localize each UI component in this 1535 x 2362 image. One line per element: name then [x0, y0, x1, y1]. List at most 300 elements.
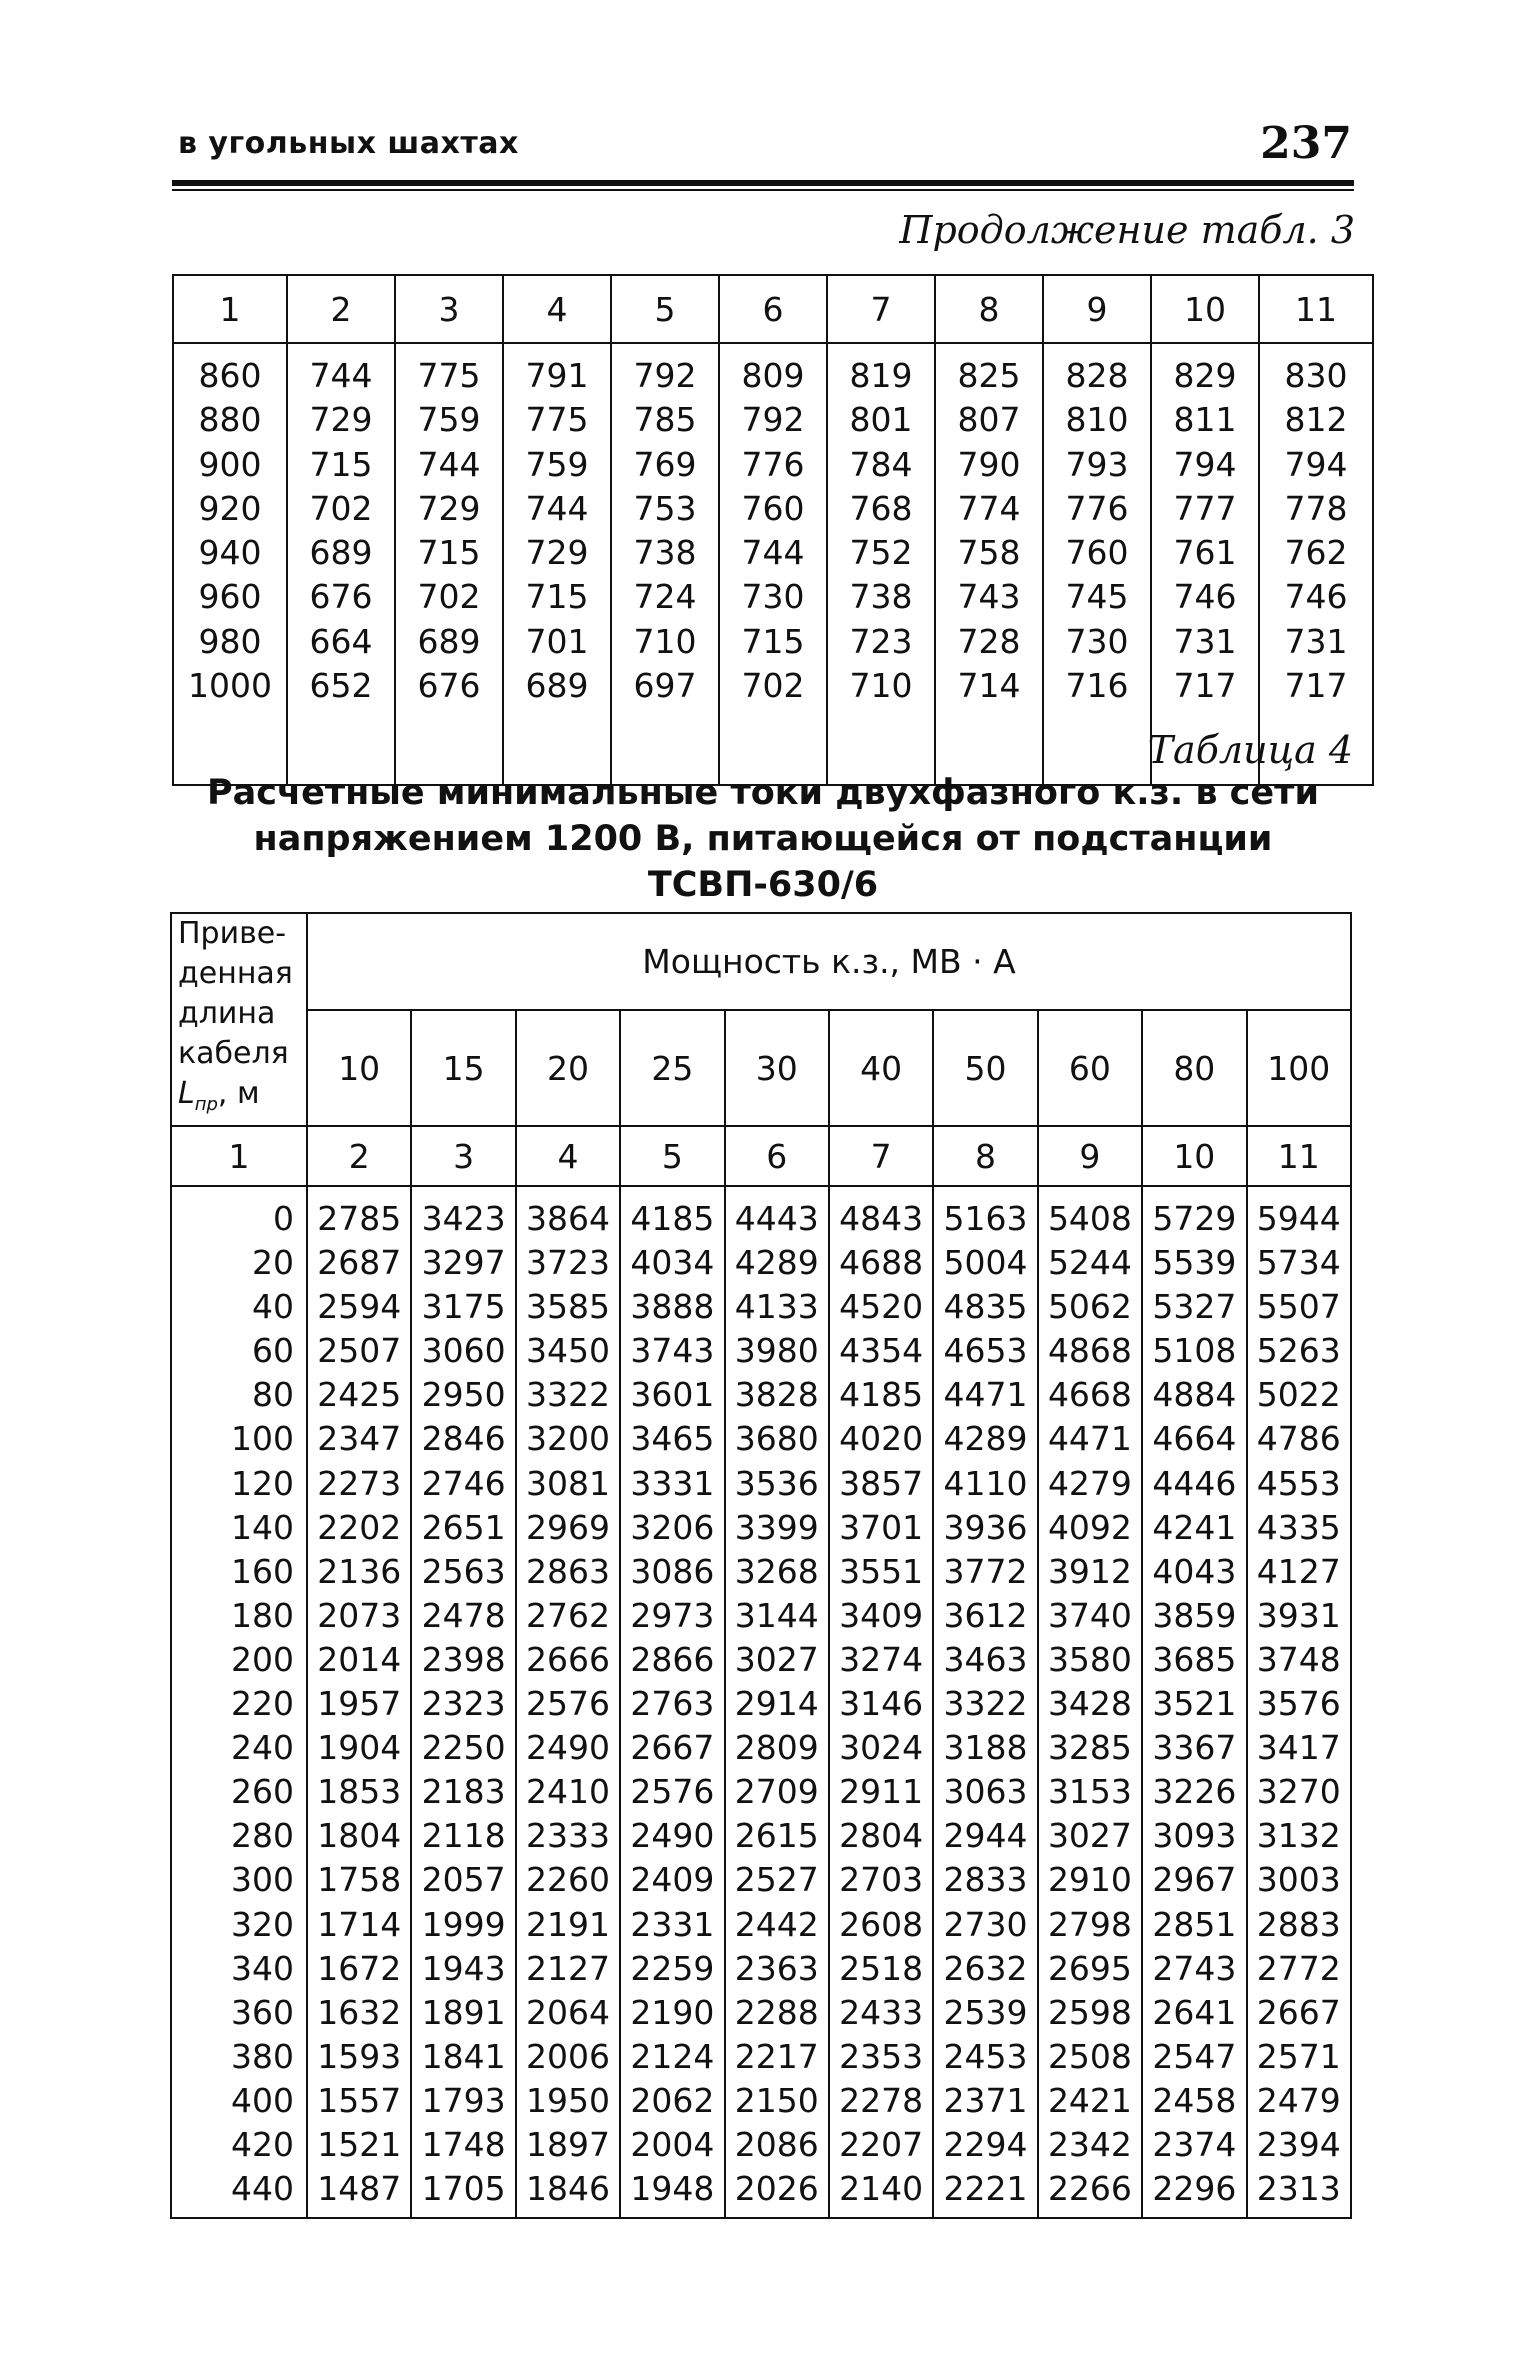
table-cell: 812 [1284, 400, 1348, 440]
table-cell: 2490 [525, 1728, 610, 1768]
table-cell: 1846 [525, 2169, 610, 2209]
column-number: 9 [1038, 1126, 1142, 1186]
table-cell: 2666 [525, 1639, 610, 1679]
table-cell: 729 [417, 488, 481, 528]
table-cell: 2191 [525, 1904, 610, 1944]
table-cell: 4835 [943, 1287, 1028, 1327]
table-cell: 2563 [421, 1551, 506, 1591]
table-cell: 744 [309, 356, 373, 395]
table4-column [1038, 1186, 1142, 2218]
table-cell: 4043 [1152, 1551, 1237, 1591]
table-cell: 4868 [1047, 1331, 1132, 1371]
table-cell: 829 [1173, 356, 1237, 395]
table-cell: 5062 [1047, 1287, 1132, 1327]
table-cell: 729 [525, 533, 589, 573]
table-cell: 2703 [839, 1860, 924, 1900]
table-cell: 2374 [1152, 2124, 1237, 2164]
table-cell: 792 [633, 356, 697, 395]
table-cell: 3740 [1047, 1595, 1132, 1635]
table-cell: 702 [741, 666, 805, 706]
table3-caption: Продолжение табл. 3 [899, 208, 1355, 252]
table-cell: 769 [633, 444, 697, 484]
column-number: 2 [307, 1126, 411, 1186]
stub-header-line: кабеля [178, 1036, 289, 1071]
table-cell: 689 [525, 666, 589, 706]
table-cell: 2458 [1152, 2080, 1237, 2120]
table-cell: 743 [957, 577, 1021, 617]
table-cell: 2743 [1152, 1948, 1237, 1988]
table-cell: 5729 [1152, 1199, 1237, 1238]
table-cell: 3723 [525, 1243, 610, 1283]
table-cell: 2394 [1256, 2124, 1341, 2164]
column-number: 1 [173, 275, 287, 343]
table-cell: 4289 [943, 1419, 1028, 1459]
table-cell: 4884 [1152, 1375, 1237, 1415]
table-cell: 120 [231, 1463, 294, 1503]
table-cell: 664 [309, 621, 373, 661]
table3 [172, 274, 1374, 786]
table-cell: 1999 [421, 1904, 506, 1944]
table-cell: 2914 [734, 1684, 819, 1724]
table-cell: 1705 [421, 2169, 506, 2209]
table-cell: 2967 [1152, 1860, 1237, 1900]
power-value: 30 [725, 1010, 829, 1126]
table-cell: 676 [309, 577, 373, 617]
table-cell: 4289 [734, 1243, 819, 1283]
table-cell: 2651 [421, 1507, 506, 1547]
table-cell: 360 [231, 1992, 294, 2032]
table3-column [719, 343, 827, 785]
table-cell: 2527 [734, 1860, 819, 1900]
table-cell: 20 [252, 1243, 294, 1283]
table-cell: 3685 [1152, 1639, 1237, 1679]
table3-column [395, 343, 503, 785]
table-cell: 4664 [1152, 1419, 1237, 1459]
column-number: 9 [1043, 275, 1151, 343]
table-cell: 3612 [943, 1595, 1028, 1635]
table-cell: 980 [198, 621, 262, 661]
table-cell: 180 [231, 1595, 294, 1635]
table-cell: 710 [849, 666, 913, 706]
table-cell: 4185 [630, 1199, 715, 1238]
table-cell: 0 [273, 1199, 294, 1238]
column-number: 5 [620, 1126, 724, 1186]
table-cell: 2667 [1256, 1992, 1341, 2032]
table-cell: 2547 [1152, 2036, 1237, 2076]
table-cell: 960 [198, 577, 262, 617]
table-cell: 2911 [839, 1772, 924, 1812]
table-cell: 746 [1173, 577, 1237, 617]
table-cell: 728 [957, 621, 1021, 661]
table-cell: 828 [1065, 356, 1129, 395]
table3-column [287, 343, 395, 785]
table-cell: 3146 [839, 1684, 924, 1724]
table-cell: 1748 [421, 2124, 506, 2164]
table-cell: 2057 [421, 1860, 506, 1900]
table-cell: 200 [231, 1639, 294, 1679]
length-symbol: L [178, 1076, 195, 1111]
table-cell: 3409 [839, 1595, 924, 1635]
table-cell: 3206 [630, 1507, 715, 1547]
stub-header [171, 913, 307, 1126]
table-cell: 2313 [1256, 2169, 1341, 2209]
table4-title [172, 770, 1354, 908]
table-cell: 2508 [1047, 2036, 1132, 2076]
table-cell: 2615 [734, 1816, 819, 1856]
column-number: 11 [1259, 275, 1373, 343]
table-cell: 4020 [839, 1419, 924, 1459]
table-cell: 3748 [1256, 1639, 1341, 1679]
table-cell: 3331 [630, 1463, 715, 1503]
table-cell: 790 [957, 444, 1021, 484]
stub-header-symbol-line [178, 1074, 306, 1125]
table-cell: 2273 [317, 1463, 402, 1503]
table-cell: 2571 [1256, 2036, 1341, 2076]
table-cell: 3463 [943, 1639, 1028, 1679]
table-cell: 761 [1173, 533, 1237, 573]
table3-column [1043, 343, 1151, 785]
table-cell: 2323 [421, 1684, 506, 1724]
table-cell: 2598 [1047, 1992, 1132, 2032]
table-cell: 2127 [525, 1948, 610, 1988]
table-cell: 3132 [1256, 1816, 1341, 1856]
stub-header-line: Приве- [178, 916, 287, 951]
table-cell: 2124 [630, 2036, 715, 2076]
table3-column [611, 343, 719, 785]
table-cell: 3081 [525, 1463, 610, 1503]
table-cell: 2507 [317, 1331, 402, 1371]
power-value: 25 [620, 1010, 724, 1126]
column-number: 1 [171, 1126, 307, 1186]
power-value: 80 [1142, 1010, 1246, 1126]
table-cell: 3153 [1047, 1772, 1132, 1812]
table-cell: 3200 [525, 1419, 610, 1459]
table-cell: 4241 [1152, 1507, 1237, 1547]
column-number: 11 [1247, 1126, 1351, 1186]
table-cell: 5944 [1256, 1199, 1341, 1238]
table-cell: 2442 [734, 1904, 819, 1944]
table-cell: 3864 [525, 1199, 610, 1238]
table3-column-numbers [173, 275, 1373, 343]
table-cell: 777 [1173, 488, 1237, 528]
header-rule-thin [172, 189, 1354, 191]
table-cell: 380 [231, 2036, 294, 2076]
column-number: 4 [516, 1126, 620, 1186]
power-value: 60 [1038, 1010, 1142, 1126]
table-cell: 3024 [839, 1728, 924, 1768]
table-cell: 793 [1065, 444, 1129, 484]
table-cell: 3521 [1152, 1684, 1237, 1724]
table-cell: 794 [1173, 444, 1237, 484]
length-unit: , м [217, 1076, 260, 1111]
table-cell: 60 [252, 1331, 294, 1371]
column-number: 3 [411, 1126, 515, 1186]
table-cell: 3576 [1256, 1684, 1341, 1724]
table-cell: 3322 [943, 1684, 1028, 1724]
table-cell: 2140 [839, 2169, 924, 2209]
table-cell: 792 [741, 400, 805, 440]
table-cell: 2632 [943, 1948, 1028, 1988]
table-cell: 440 [231, 2169, 294, 2209]
table-cell: 3060 [421, 1331, 506, 1371]
table-cell: 776 [1065, 488, 1129, 528]
table4-column [933, 1186, 1037, 2218]
table-cell: 2539 [943, 1992, 1028, 2032]
table-cell: 2064 [525, 1992, 610, 2032]
table-cell: 2266 [1047, 2169, 1132, 2209]
power-value: 10 [307, 1010, 411, 1126]
table-cell: 880 [198, 400, 262, 440]
table-cell: 2062 [630, 2080, 715, 2120]
table-cell: 825 [957, 356, 1021, 395]
table-cell: 5327 [1152, 1287, 1237, 1327]
table-cell: 775 [525, 400, 589, 440]
table-cell: 760 [741, 488, 805, 528]
power-value: 100 [1247, 1010, 1351, 1126]
table-cell: 5022 [1256, 1375, 1341, 1415]
table-cell: 723 [849, 621, 913, 661]
table-cell: 2804 [839, 1816, 924, 1856]
table4-column [1247, 1186, 1351, 2218]
column-number: 7 [829, 1126, 933, 1186]
table-cell: 2014 [317, 1639, 402, 1679]
table-cell: 140 [231, 1507, 294, 1547]
table4 [170, 912, 1352, 2219]
table-cell: 1943 [421, 1948, 506, 1988]
table-cell: 3417 [1256, 1728, 1341, 1768]
table-cell: 3601 [630, 1375, 715, 1415]
table3-column [1151, 343, 1259, 785]
table-cell: 2608 [839, 1904, 924, 1944]
table-cell: 809 [741, 356, 805, 395]
table-cell: 2798 [1047, 1904, 1132, 1944]
table-cell: 4520 [839, 1287, 924, 1327]
running-title: в угольных шахтах [178, 126, 519, 161]
table-cell: 2288 [734, 1992, 819, 2032]
table-cell: 2296 [1152, 2169, 1237, 2209]
table-cell: 220 [231, 1684, 294, 1724]
table-cell: 420 [231, 2124, 294, 2164]
table-cell: 1593 [317, 2036, 402, 2076]
table-cell: 807 [957, 400, 1021, 440]
table-cell: 3003 [1256, 1860, 1341, 1900]
table-cell: 5263 [1256, 1331, 1341, 1371]
table-cell: 753 [633, 488, 697, 528]
table-cell: 1957 [317, 1684, 402, 1724]
table-cell: 3268 [734, 1551, 819, 1591]
table-cell: 2809 [734, 1728, 819, 1768]
table-cell: 4443 [734, 1199, 819, 1238]
table4-column [829, 1186, 933, 2218]
table-cell: 280 [231, 1816, 294, 1856]
table-cell: 784 [849, 444, 913, 484]
table4-title-line: напряжением 1200 В, питающейся от подстанции [253, 819, 1273, 859]
table-cell: 2910 [1047, 1860, 1132, 1900]
table-cell: 5408 [1047, 1199, 1132, 1238]
table-cell: 1904 [317, 1728, 402, 1768]
table-cell: 768 [849, 488, 913, 528]
table-cell: 40 [252, 1287, 294, 1327]
stub-header-line: денная [178, 956, 293, 991]
table-cell: 2221 [943, 2169, 1028, 2209]
table4-title-line: ТСВП-630/6 [647, 865, 879, 905]
table-cell: 1950 [525, 2080, 610, 2120]
table-cell: 2217 [734, 2036, 819, 2076]
column-number: 10 [1142, 1126, 1246, 1186]
table-cell: 701 [525, 621, 589, 661]
table-cell: 1853 [317, 1772, 402, 1812]
table-cell: 3367 [1152, 1728, 1237, 1768]
table-cell: 2073 [317, 1595, 402, 1635]
table-cell: 2207 [839, 2124, 924, 2164]
page-number: 237 [1260, 118, 1352, 169]
power-value: 40 [829, 1010, 933, 1126]
table-cell: 3580 [1047, 1639, 1132, 1679]
table-cell: 2950 [421, 1375, 506, 1415]
table-cell: 810 [1065, 400, 1129, 440]
table-cell: 4133 [734, 1287, 819, 1327]
table-cell: 4354 [839, 1331, 924, 1371]
table-cell: 2202 [317, 1507, 402, 1547]
table3-column [173, 343, 287, 785]
table-cell: 5108 [1152, 1331, 1237, 1371]
table-cell: 2259 [630, 1948, 715, 1988]
table-cell: 3828 [734, 1375, 819, 1415]
table-cell: 830 [1284, 356, 1348, 395]
table-cell: 3093 [1152, 1816, 1237, 1856]
table-cell: 2250 [421, 1728, 506, 1768]
table-cell: 5507 [1256, 1287, 1341, 1327]
table-cell: 2667 [630, 1728, 715, 1768]
table-cell: 3680 [734, 1419, 819, 1459]
table-cell: 240 [231, 1728, 294, 1768]
table-cell: 744 [741, 533, 805, 573]
table-cell: 4446 [1152, 1463, 1237, 1503]
table-cell: 1841 [421, 2036, 506, 2076]
table-cell: 920 [198, 488, 262, 528]
table-cell: 2969 [525, 1507, 610, 1547]
table-cell: 738 [633, 533, 697, 573]
header-rule [172, 180, 1354, 186]
table-cell: 3931 [1256, 1595, 1341, 1635]
table-cell: 3859 [1152, 1595, 1237, 1635]
table-cell: 2333 [525, 1816, 610, 1856]
table-cell: 3428 [1047, 1684, 1132, 1724]
table-cell: 2478 [421, 1595, 506, 1635]
table4-column [307, 1186, 411, 2218]
table-cell: 3188 [943, 1728, 1028, 1768]
table-cell: 3144 [734, 1595, 819, 1635]
table-cell: 2641 [1152, 1992, 1237, 2032]
table-cell: 794 [1284, 444, 1348, 484]
column-number: 8 [935, 275, 1043, 343]
table-cell: 400 [231, 2080, 294, 2120]
table4-title-line: Расчетные минимальные токи двухфазного к.з. в сети [207, 773, 1319, 813]
table-cell: 2772 [1256, 1948, 1341, 1988]
table-cell: 5244 [1047, 1243, 1132, 1283]
table-cell: 1793 [421, 2080, 506, 2120]
table-cell: 3585 [525, 1287, 610, 1327]
table-cell: 4279 [1047, 1463, 1132, 1503]
table-cell: 2409 [630, 1860, 715, 1900]
table-cell: 1891 [421, 1992, 506, 2032]
table-cell: 2260 [525, 1860, 610, 1900]
table-cell: 2594 [317, 1287, 402, 1327]
table-cell: 2433 [839, 1992, 924, 2032]
table-cell: 2453 [943, 2036, 1028, 2076]
table-cell: 2709 [734, 1772, 819, 1812]
table4-column [1142, 1186, 1246, 2218]
table-cell: 729 [309, 400, 373, 440]
table-cell: 715 [525, 577, 589, 617]
table-cell: 4110 [943, 1463, 1028, 1503]
table-cell: 5734 [1256, 1243, 1341, 1283]
table-cell: 2425 [317, 1375, 402, 1415]
table-cell: 300 [231, 1860, 294, 1900]
table-cell: 731 [1284, 621, 1348, 661]
table-cell: 2883 [1256, 1904, 1341, 1944]
table-cell: 4471 [1047, 1419, 1132, 1459]
table-cell: 3465 [630, 1419, 715, 1459]
column-number: 7 [827, 275, 935, 343]
table-cell: 860 [198, 356, 262, 395]
table-cell: 746 [1284, 577, 1348, 617]
table-cell: 3226 [1152, 1772, 1237, 1812]
table-cell: 744 [417, 444, 481, 484]
table-cell: 714 [957, 666, 1021, 706]
table-cell: 3399 [734, 1507, 819, 1547]
table-cell: 100 [231, 1419, 294, 1459]
table-cell: 4471 [943, 1375, 1028, 1415]
table-cell: 3027 [734, 1639, 819, 1679]
table4-column [620, 1186, 724, 2218]
table-cell: 730 [1065, 621, 1129, 661]
power-value: 20 [516, 1010, 620, 1126]
table-cell: 3175 [421, 1287, 506, 1327]
table-cell: 716 [1065, 666, 1129, 706]
column-number: 5 [611, 275, 719, 343]
table-cell: 2576 [630, 1772, 715, 1812]
page-header [172, 118, 1352, 178]
table-cell: 759 [525, 444, 589, 484]
table-cell: 1487 [317, 2169, 402, 2209]
table-cell: 3888 [630, 1287, 715, 1327]
table-cell: 811 [1173, 400, 1237, 440]
table-cell: 730 [741, 577, 805, 617]
table-cell: 3743 [630, 1331, 715, 1371]
table-cell: 2371 [943, 2080, 1028, 2120]
table-cell: 3027 [1047, 1816, 1132, 1856]
table-cell: 791 [525, 356, 589, 395]
table-cell: 778 [1284, 488, 1348, 528]
table-cell: 689 [309, 533, 373, 573]
table-cell: 4092 [1047, 1507, 1132, 1547]
table-cell: 1557 [317, 2080, 402, 2120]
table-cell: 260 [231, 1772, 294, 1812]
table-cell: 715 [309, 444, 373, 484]
table-cell: 2118 [421, 1816, 506, 1856]
table-cell: 3980 [734, 1331, 819, 1371]
table-cell: 3297 [421, 1243, 506, 1283]
table-cell: 340 [231, 1948, 294, 1988]
table-cell: 2851 [1152, 1904, 1237, 1944]
table-cell: 3912 [1047, 1551, 1132, 1591]
table4-column [171, 1186, 307, 2218]
table4-column-numbers [171, 1126, 1351, 1186]
table3-column [1259, 343, 1373, 785]
table-cell: 4668 [1047, 1375, 1132, 1415]
table-cell: 1672 [317, 1948, 402, 1988]
